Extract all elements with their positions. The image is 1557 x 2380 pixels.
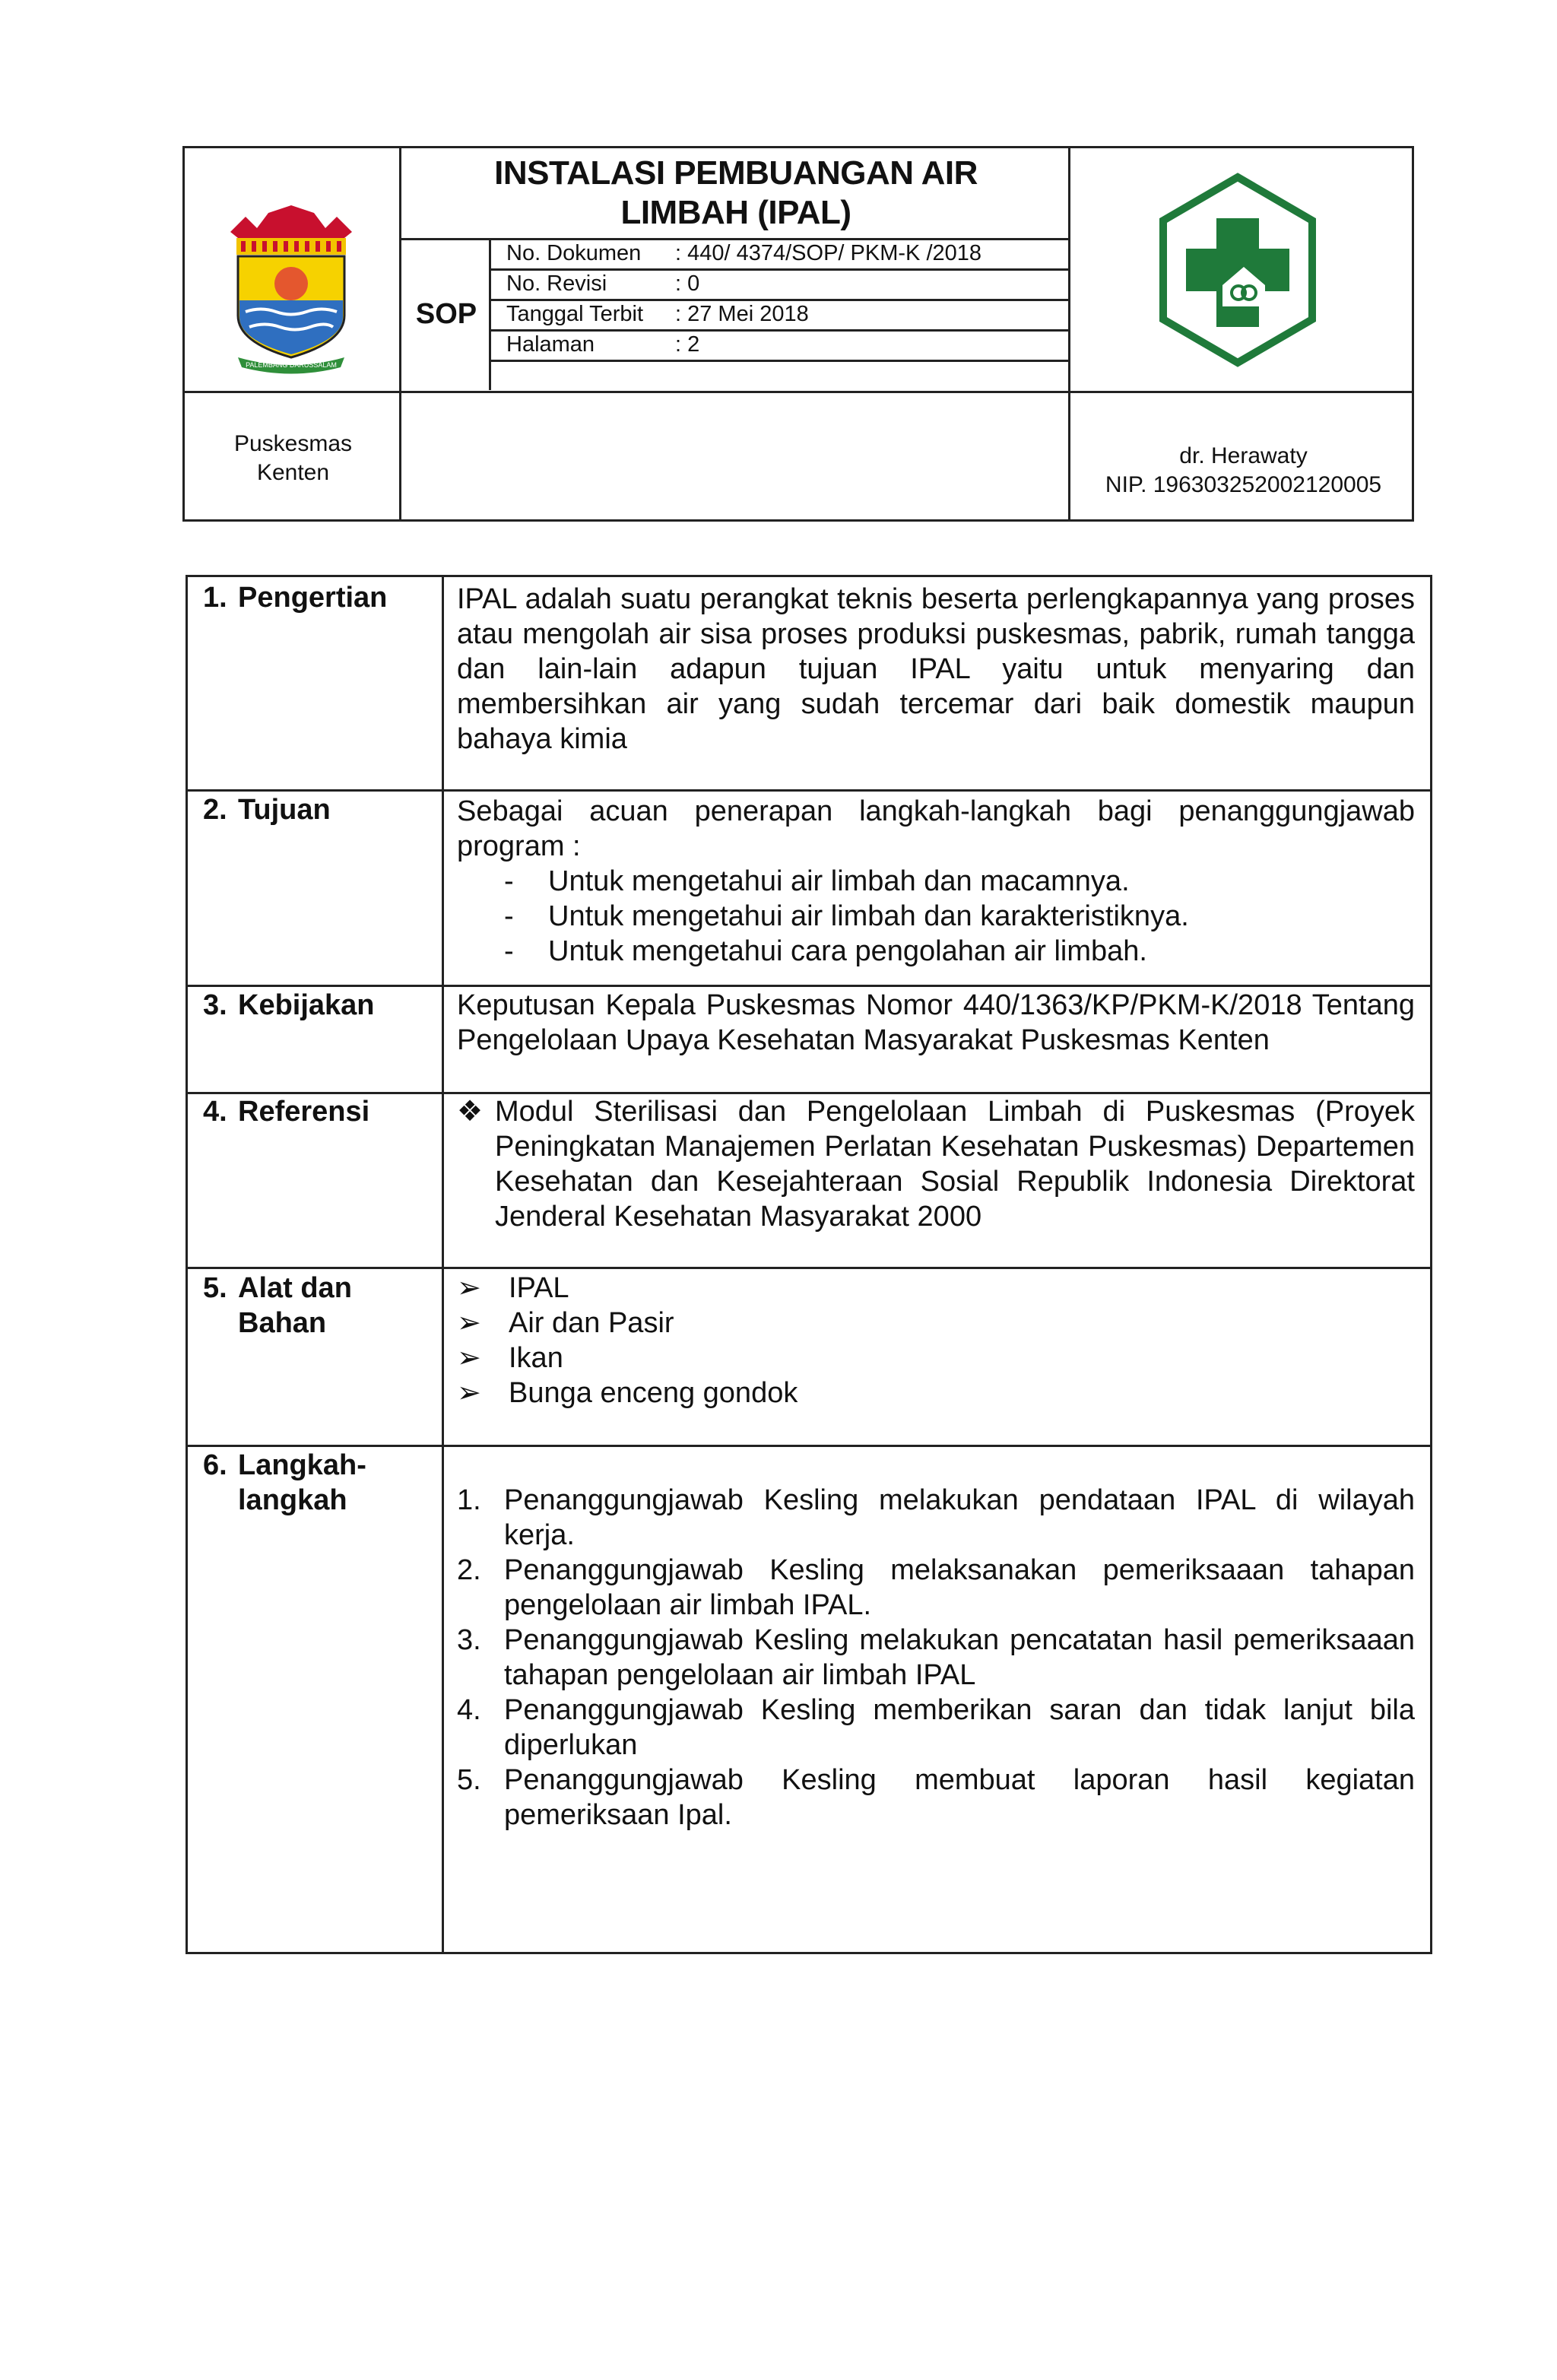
org-line: Puskesmas xyxy=(233,431,353,456)
list-item xyxy=(457,1306,1415,1341)
city-emblem-logo xyxy=(215,202,367,376)
sop-content-table xyxy=(186,575,1432,1954)
step-number: 1. xyxy=(457,1484,481,1516)
section-number: 5. xyxy=(203,1272,227,1304)
signer-block xyxy=(1070,393,1416,524)
organization-name xyxy=(185,393,401,524)
step-text: Penanggungjawab Kesling memberikan saran dan tidak lanjut bila diperlukan xyxy=(504,1694,1415,1761)
list-item-text: Untuk mengetahui air limbah dan karakteristiknya. xyxy=(548,900,1189,932)
meta-value: : 440/ 4374/SOP/ PKM-K /2018 xyxy=(675,241,982,265)
section-body-alat-bahan xyxy=(457,1271,1415,1411)
dash-marker: - xyxy=(504,865,514,897)
section-body-kebijakan: Keputusan Kepala Puskesmas Nomor 440/1363/KP/PKM-K/2018 Tentang Pengelolaan Upaya Kesehatan Masyarakat Puskesmas Kenten xyxy=(457,989,1415,1056)
table-row-divider xyxy=(188,789,1432,792)
puskesmas-logo xyxy=(1154,171,1321,369)
meta-key: Halaman xyxy=(506,332,595,357)
step-text: Penanggungjawab Kesling membuat laporan hasil kegiatan pemeriksaan Ipal. xyxy=(504,1764,1415,1831)
step-number: 4. xyxy=(457,1694,481,1726)
diamond-bullet-icon: ❖ xyxy=(457,1096,484,1128)
meta-row-page xyxy=(491,329,1070,360)
section-body-langkah xyxy=(457,1483,1415,1833)
arrow-bullet-icon: ➢ xyxy=(457,1377,481,1409)
list-item xyxy=(457,864,1415,899)
section-label-langkah xyxy=(203,1448,366,1518)
list-item xyxy=(457,1271,1415,1306)
list-item-text: Modul Sterilisasi dan Pengelolaan Limbah di Puskesmas (Proyek Peningkatan Manajemen Perlatan Kesehatan Puskesmas) Departemen Kesehatan dan Kesejahteraan Sosial Republik Indonesia Direktorat Jenderal Kesehatan Masyarakat 2000 xyxy=(495,1096,1415,1233)
list-item-text: Untuk mengetahui air limbah dan macamnya. xyxy=(548,865,1130,897)
section-title: Referensi xyxy=(238,1096,370,1128)
list-item-text: Untuk mengetahui cara pengolahan air limbah. xyxy=(548,935,1147,967)
tujuan-intro: Sebagai acuan penerapan langkah-langkah bagi penanggungjawab program : xyxy=(457,795,1415,862)
step-item xyxy=(457,1693,1415,1763)
section-label-tujuan xyxy=(203,792,331,827)
arrow-bullet-icon: ➢ xyxy=(457,1307,481,1339)
sop-label: SOP xyxy=(415,297,477,330)
emblem-sun xyxy=(274,267,308,300)
dash-marker: - xyxy=(504,935,514,967)
sop-header xyxy=(182,146,1414,522)
list-item xyxy=(457,899,1415,934)
meta-key: No. Dokumen xyxy=(506,241,642,265)
section-body-tujuan xyxy=(457,794,1415,969)
list-item xyxy=(457,1094,1415,1234)
section-label-kebijakan xyxy=(203,988,375,1023)
meta-key: Tanggal Terbit xyxy=(506,302,644,326)
step-number: 5. xyxy=(457,1764,481,1796)
section-number: 3. xyxy=(203,989,227,1021)
section-title: Kebijakan xyxy=(238,989,375,1021)
section-number: 1. xyxy=(203,582,227,614)
arrow-bullet-icon: ➢ xyxy=(457,1272,481,1304)
org-line: Kenten xyxy=(256,460,330,485)
header-divider xyxy=(489,360,1070,362)
section-title: Bahan xyxy=(238,1307,327,1339)
meta-row-document-number xyxy=(491,238,1070,268)
step-text: Penanggungjawab Kesling melakukan pendataan IPAL di wilayah kerja. xyxy=(504,1484,1415,1551)
table-row-divider xyxy=(188,985,1432,987)
list-item-text: Ikan xyxy=(509,1342,563,1374)
section-title: Pengertian xyxy=(238,582,388,614)
section-title: Tujuan xyxy=(238,794,331,826)
meta-key: No. Revisi xyxy=(506,271,607,296)
list-item xyxy=(457,1341,1415,1376)
dash-marker: - xyxy=(504,900,514,932)
list-item xyxy=(457,1376,1415,1411)
step-item xyxy=(457,1483,1415,1553)
arrow-bullet-icon: ➢ xyxy=(457,1342,481,1374)
section-body-referensi xyxy=(457,1094,1415,1234)
signer-nip: NIP. 196303252002120005 xyxy=(1105,472,1382,497)
title-line: INSTALASI PEMBUANGAN AIR xyxy=(494,154,978,192)
meta-value: : 0 xyxy=(675,271,700,296)
list-item xyxy=(457,934,1415,969)
table-row-divider xyxy=(188,1445,1432,1447)
step-item xyxy=(457,1553,1415,1623)
meta-value: : 27 Mei 2018 xyxy=(675,302,809,326)
meta-row-revision xyxy=(491,268,1070,299)
title-line: LIMBAH (IPAL) xyxy=(620,194,851,231)
section-title: Langkah- xyxy=(238,1449,366,1481)
signer-name: dr. Herawaty xyxy=(1179,443,1308,468)
section-label-pengertian xyxy=(203,580,387,615)
section-label-alat-bahan xyxy=(203,1271,352,1341)
section-label-referensi xyxy=(203,1094,369,1129)
section-number: 2. xyxy=(203,794,227,826)
section-number: 6. xyxy=(203,1449,227,1481)
section-title: langkah xyxy=(238,1484,347,1516)
table-column-divider xyxy=(442,577,444,1954)
list-item-text: Air dan Pasir xyxy=(509,1307,674,1339)
section-body-pengertian: IPAL adalah suatu perangkat teknis beserta perlengkapannya yang proses atau mengolah air sisa proses produksi puskesmas, pabrik, rumah tangga dan lain-lain adapun tujuan IPAL yaitu untuk menyaring dan membersihkan air yang sudah tercemar dari baik domestik maupun bahaya kimia xyxy=(457,583,1415,755)
step-text: Penanggungjawab Kesling melakukan pencatatan hasil pemeriksaaan tahapan pengelolaan air limbah IPAL xyxy=(504,1624,1415,1691)
meta-value: : 2 xyxy=(675,332,700,357)
table-row-divider xyxy=(188,1267,1432,1269)
emblem-roof xyxy=(230,205,352,238)
emblem-motto: PALEMBANG DARUSSALAM xyxy=(246,361,337,369)
section-number: 4. xyxy=(203,1096,227,1128)
step-text: Penanggungjawab Kesling melaksanakan pemeriksaaan tahapan pengelolaan air limbah IPAL. xyxy=(504,1554,1415,1621)
step-number: 2. xyxy=(457,1554,481,1586)
meta-row-issue-date xyxy=(491,299,1070,329)
step-item xyxy=(457,1623,1415,1693)
list-item-text: Bunga enceng gondok xyxy=(509,1377,798,1409)
document-title xyxy=(401,148,1070,238)
step-item xyxy=(457,1763,1415,1833)
list-item-text: IPAL xyxy=(509,1272,569,1304)
step-number: 3. xyxy=(457,1624,481,1656)
section-title: Alat dan xyxy=(238,1272,352,1304)
